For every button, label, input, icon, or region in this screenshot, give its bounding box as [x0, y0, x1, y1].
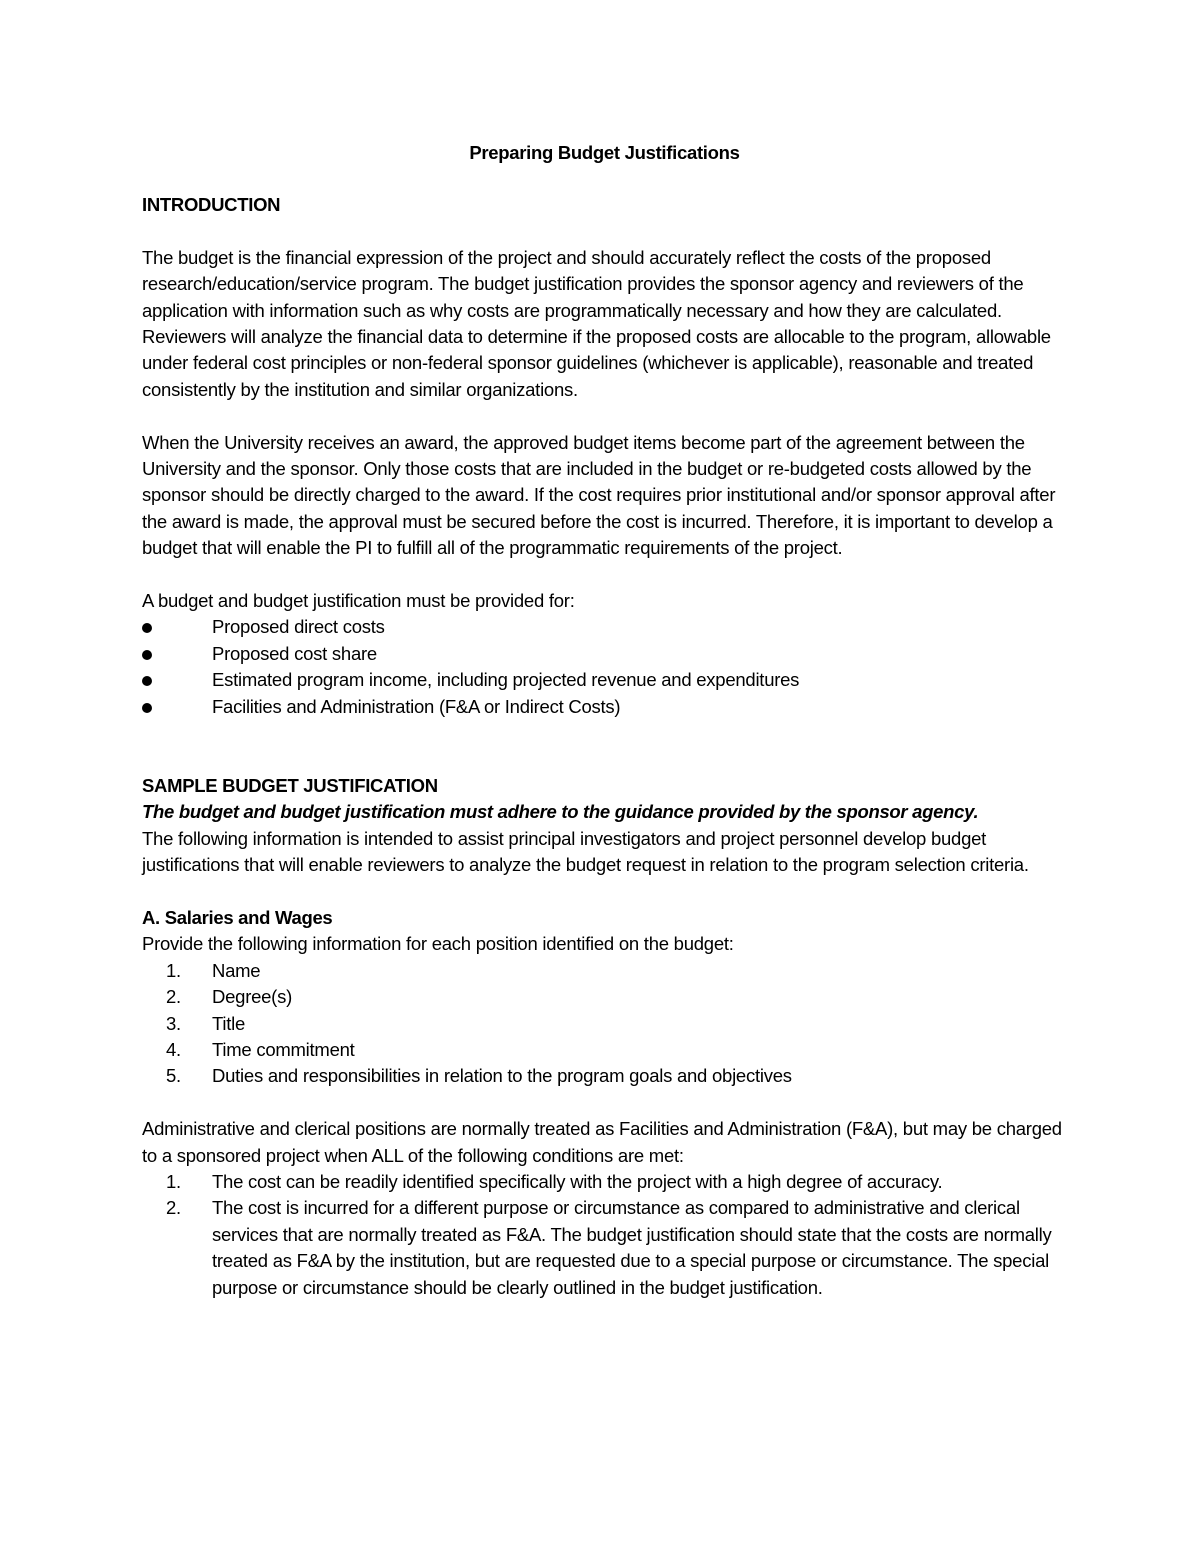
- document-title: Preparing Budget Justifications: [469, 142, 740, 163]
- introduction-paragraph-1: The budget is the financial expression of the project and should accurately reflect the costs of the proposed research/education/service program. The budget justification provides the sponsor agency and reviewers of the application with information such as why costs are programmatically necessary and how they are calculated. Reviewers will analyze the financial data to determine if the proposed costs are allocable to the program, allowable under federal cost principles or non-federal sponsor guidelines (whichever is applicable), reasonable and treated consistently by the institution and similar organizations.: [142, 246, 1051, 400]
- conditions-list: [142, 1169, 1067, 1301]
- budget-list-intro: A budget and budget justification must be provided for:: [142, 590, 575, 612]
- list-item: Proposed cost share: [142, 641, 1067, 667]
- list-item: 1. The cost can be readily identified specifically with the project with a high degree of accuracy.: [166, 1170, 943, 1192]
- bullet-icon: [142, 623, 152, 633]
- budget-requirements-list: [142, 614, 1067, 720]
- admin-clerical-paragraph: Administrative and clerical positions are normally treated as Facilities and Administration (F&A), but may be charged to a sponsored project when ALL of the following conditions are met:: [142, 1118, 1062, 1166]
- list-item: Estimated program income, including projected revenue and expenditures: [142, 667, 1067, 693]
- bullet-icon: [142, 676, 152, 686]
- list-item: 1. Name: [166, 959, 261, 981]
- introduction-paragraph-2: When the University receives an award, the approved budget items become part of the agreement between the University and the sponsor. Only those costs that are included in the budget or re-budgeted costs allowed by the sponsor should be directly charged to the award. If the cost requires prior institutional and/or sponsor approval after the award is made, the approval must be secured before the cost is incurred. Therefore, it is important to develop a budget that will enable the PI to fulfill all of the programmatic requirements of the project.: [142, 431, 1056, 559]
- sample-heading: SAMPLE BUDGET JUSTIFICATION: [142, 774, 438, 796]
- sample-emphasis: The budget and budget justification must adhere to the guidance provided by the sponsor agency.: [142, 801, 979, 823]
- position-info-list: [142, 958, 1067, 1090]
- list-item: Facilities and Administration (F&A or Indirect Costs): [142, 694, 1067, 720]
- sample-paragraph: The following information is intended to assist principal investigators and project personnel develop budget justifications that will enable reviewers to analyze the budget request in relation to the program selection criteria.: [142, 827, 1029, 876]
- introduction-heading: INTRODUCTION: [142, 194, 281, 215]
- bullet-icon: [142, 650, 152, 660]
- list-item: 3. Title: [166, 1012, 246, 1034]
- list-item: 2. The cost is incurred for a different purpose or circumstance as compared to administrative and clerical services that are normally treated as F&A. The budget justification should state that the costs are normally treated as F&A by the institution, but are requested due to a special purpose or circumstance. The special purpose or circumstance should be clearly outlined in the budget justification.: [166, 1197, 1052, 1298]
- bullet-icon: [142, 703, 152, 713]
- list-item: 5. Duties and responsibilities in relation to the program goals and objectives: [166, 1065, 792, 1087]
- list-item: 4. Time commitment: [166, 1038, 355, 1060]
- document-page: [142, 140, 1067, 1301]
- salaries-heading: A. Salaries and Wages: [142, 906, 333, 928]
- list-item: Proposed direct costs: [142, 614, 1067, 640]
- salaries-intro: Provide the following information for each position identified on the budget:: [142, 933, 734, 955]
- list-item: 2. Degree(s): [166, 986, 292, 1008]
